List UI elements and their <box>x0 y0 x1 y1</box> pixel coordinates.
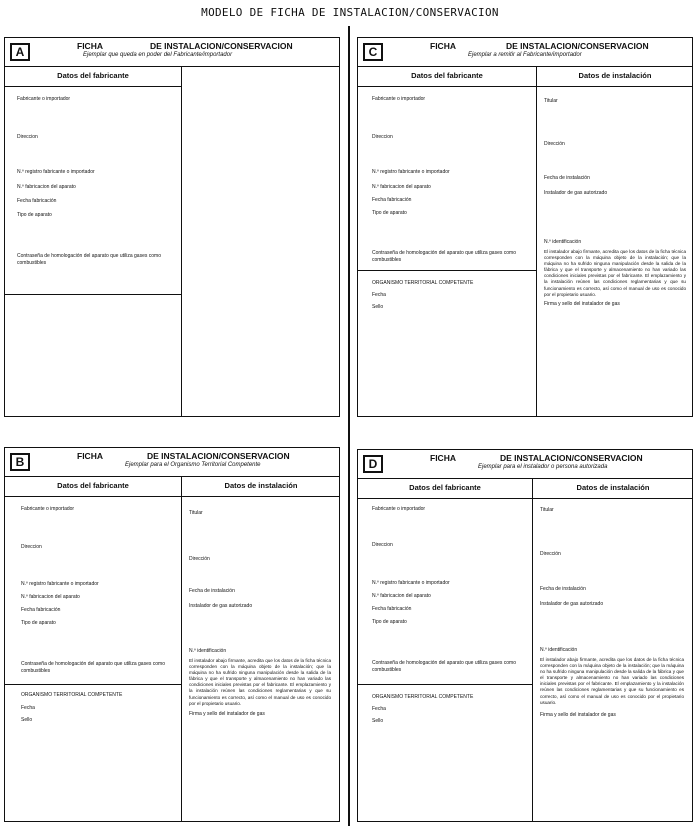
column-headers <box>5 476 339 497</box>
label-fecha: Fecha <box>372 706 386 712</box>
card-header <box>358 450 692 479</box>
column-headers <box>358 66 692 87</box>
label-registro: N.º registro fabricante o importador <box>372 169 450 175</box>
label-instalador: Instalador de gas autorizado <box>544 190 608 196</box>
label-fabricante: Fabricante o importador <box>17 96 71 102</box>
label-fabricacion-aparato: N.º fabricacion del aparato <box>372 184 431 190</box>
card-subtitle: Ejemplar para el Organismo Territorial Competente <box>125 462 261 468</box>
label-fecha: Fecha <box>21 705 35 711</box>
column-head-instalacion: Datos de instalación <box>576 483 650 492</box>
title-ficha: FICHA <box>430 453 456 463</box>
label-organismo: ORGANISMO TERRITORIAL COMPETENTE <box>21 692 123 698</box>
column-headers <box>5 66 181 87</box>
page-divider <box>348 26 350 826</box>
label-identificacion: N.º identificación <box>544 239 582 245</box>
page-title: MODELO DE FICHA DE INSTALACION/CONSERVACION <box>201 6 499 19</box>
card-subtitle: Ejemplar que queda en poder del Fabricante/importador <box>83 52 233 58</box>
label-contrasena: Contraseña de homologación del aparato que utiliza gases como combustibles <box>21 661 165 674</box>
column-divider <box>181 476 182 821</box>
label-direccion: Direccion <box>372 542 393 548</box>
label-contrasena: Contraseña de homologación del aparato que utiliza gases como combustibles <box>372 250 516 263</box>
label-organismo: ORGANISMO TERRITORIAL COMPETENTE <box>372 694 474 700</box>
label-identificacion: N.º identificación <box>540 647 578 653</box>
label-fabricacion-aparato: N.º fabricacion del aparato <box>372 593 431 599</box>
label-direccion: Direccion <box>17 134 38 140</box>
title-rest: DE INSTALACION/CONSERVACION <box>500 453 643 463</box>
section-divider <box>5 684 181 685</box>
label-sello: Sello <box>21 717 33 723</box>
label-fecha-instalacion: Fecha de instalación <box>544 175 590 181</box>
label-registro: N.º registro fabricante o importador <box>17 169 95 175</box>
card-header <box>358 38 692 67</box>
title-rest: DE INSTALACION/CONSERVACION <box>147 451 290 461</box>
column-head-fabricante: Datos del fabricante <box>57 481 129 490</box>
card-header <box>5 448 339 477</box>
card-letter-badge: C <box>363 43 383 61</box>
label-fecha-fabricacion: Fecha fabricación <box>372 606 412 612</box>
label-tipo-aparato: Tipo de aparato <box>17 212 52 218</box>
label-fecha-instalacion: Fecha de instalación <box>540 586 586 592</box>
label-contrasena: Contraseña de homologación del aparato que utiliza gases como combustibles <box>17 253 161 266</box>
label-titular: Titular <box>544 98 558 104</box>
card-b <box>4 447 340 822</box>
declaration-text: El instalador abajo firmante, acredita que los datos de la ficha técnica corresponden con la máquina objeto de la instalación; que la máquina no ha sufrido ninguna manipulación desde la salida de la fábrica y que el transporte y almacenamiento no han variado las condiciones iniciales previstas por el fabricante. El emplazamiento y la instalación reúnen las condiciones reglamentarias y que su funcionamiento es correcto, así como el manual de uso es conocido por el propietario usuario. <box>540 657 684 705</box>
label-fabricante: Fabricante o importador <box>372 96 426 102</box>
title-rest: DE INSTALACION/CONSERVACION <box>506 41 649 51</box>
card-a <box>4 37 340 417</box>
declaration-text: El instalador abajo firmante, acredita que los datos de la ficha técnica corresponden con la máquina objeto de la instalación; que la máquina no ha sufrido ninguna manipulación desde la salida de la fábrica y que el transporte y almacenamiento no han variado las condiciones iniciales previstas por el fabricante. El emplazamiento y la instalación reúnen las condiciones reglamentarias y que su funcionamiento es correcto, así como el manual de uso es conocido por el propietario usuario. <box>544 249 686 297</box>
card-subtitle: Ejemplar para el instalador o persona autorizada <box>478 464 608 470</box>
card-subtitle: Ejemplar a remitir al Fabricante/importador <box>468 52 582 58</box>
label-fecha-fabricacion: Fecha fabricación <box>17 198 57 204</box>
label-tipo-aparato: Tipo de aparato <box>21 620 56 626</box>
label-direccion: Direccion <box>21 544 42 550</box>
label-tipo-aparato: Tipo de aparato <box>372 210 407 216</box>
section-divider <box>358 684 532 685</box>
column-head-instalacion: Datos de instalación <box>578 71 652 80</box>
card-header <box>5 38 339 67</box>
section-divider <box>358 270 536 271</box>
label-direccion: Direccion <box>372 134 393 140</box>
label-sello: Sello <box>372 718 384 724</box>
title-ficha: FICHA <box>430 41 456 51</box>
title-rest: DE INSTALACION/CONSERVACION <box>150 41 293 51</box>
card-letter-badge: B <box>10 453 30 471</box>
label-firma: Firma y sello del instalador de gas <box>540 712 616 718</box>
title-ficha: FICHA <box>77 41 103 51</box>
section-divider <box>5 294 181 295</box>
label-organismo: ORGANISMO TERRITORIAL COMPETENTE <box>372 280 474 286</box>
card-letter-badge: A <box>10 43 30 61</box>
label-fecha-instalacion: Fecha de instalación <box>189 588 235 594</box>
card-letter-badge: D <box>363 455 383 473</box>
column-divider <box>181 66 182 416</box>
label-instalador: Instalador de gas autorizado <box>189 603 253 609</box>
label-fabricacion-aparato: N.º fabricacion del aparato <box>21 594 80 600</box>
column-head-instalacion: Datos de instalación <box>224 481 298 490</box>
column-head-fabricante: Datos del fabricante <box>411 71 483 80</box>
column-divider <box>532 478 533 821</box>
label-registro: N.º registro fabricante o importador <box>21 581 99 587</box>
label-identificacion: N.º identificación <box>189 648 227 654</box>
label-fecha-fabricacion: Fecha fabricación <box>21 607 61 613</box>
card-d <box>357 449 693 822</box>
label-tipo-aparato: Tipo de aparato <box>372 619 407 625</box>
label-inst-direccion: Dirección <box>189 556 210 562</box>
label-fecha-fabricacion: Fecha fabricación <box>372 197 412 203</box>
label-firma: Firma y sello del instalador de gas <box>189 711 265 717</box>
card-c <box>357 37 693 417</box>
label-fabricacion-aparato: N.º fabricacion del aparato <box>17 184 76 190</box>
label-inst-direccion: Dirección <box>544 141 565 147</box>
label-contrasena: Contraseña de homologación del aparato que utiliza gases como combustibles <box>372 660 516 673</box>
label-sello: Sello <box>372 304 384 310</box>
column-head-fabricante: Datos del fabricante <box>409 483 481 492</box>
label-fabricante: Fabricante o importador <box>372 506 426 512</box>
column-divider <box>536 66 537 416</box>
label-fabricante: Fabricante o importador <box>21 506 75 512</box>
column-head-fabricante: Datos del fabricante <box>57 71 129 80</box>
label-inst-direccion: Dirección <box>540 551 561 557</box>
label-registro: N.º registro fabricante o importador <box>372 580 450 586</box>
label-titular: Titular <box>189 510 203 516</box>
label-firma: Firma y sello del instalador de gas <box>544 301 620 307</box>
label-titular: Titular <box>540 507 554 513</box>
declaration-text: El instalador abajo firmante, acredita que los datos de la ficha técnica corresponden con la máquina objeto de la instalación; que la máquina no ha sufrido ninguna manipulación desde la salida de la fábrica y que el transporte y almacenamiento no han variado las condiciones iniciales previstas por el fabricante. El emplazamiento y la instalación reúnen las condiciones reglamentarias y que su funcionamiento es correcto, así como el manual de uso es conocido por el propietario usuario. <box>189 658 331 706</box>
label-instalador: Instalador de gas autorizado <box>540 601 604 607</box>
title-ficha: FICHA <box>77 451 103 461</box>
label-fecha: Fecha <box>372 292 386 298</box>
column-headers <box>358 478 692 499</box>
